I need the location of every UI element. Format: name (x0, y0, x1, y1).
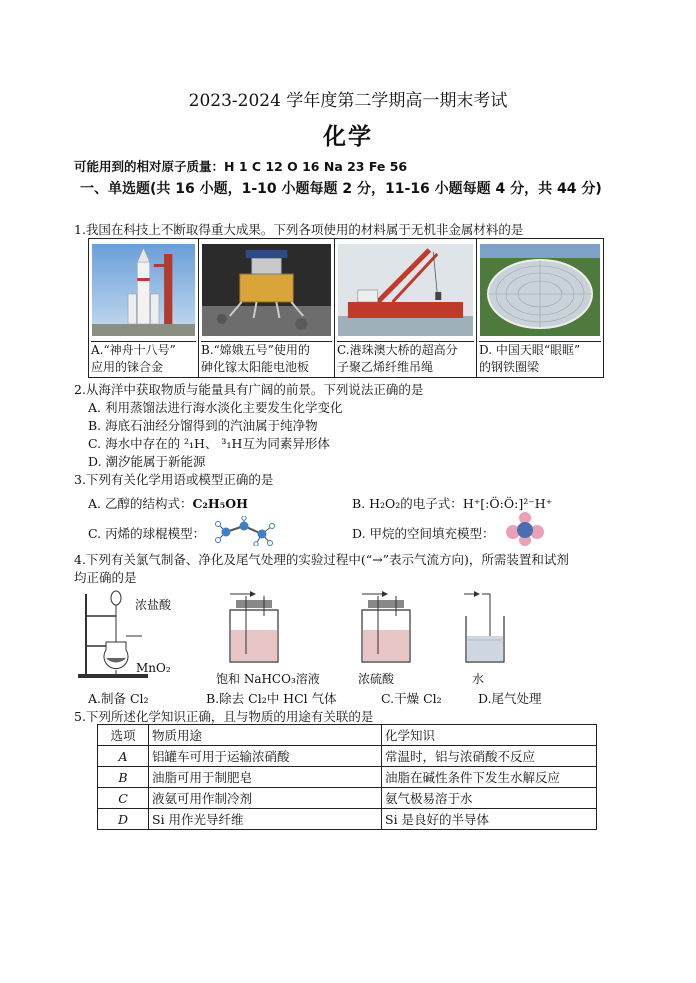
q5-table (97, 724, 597, 830)
header-knowledge: 化学知识 (382, 725, 597, 746)
atomic-masses: 可能用到的相对原子质量：H 1 C 12 O 16 Na 23 Fe 56 (74, 159, 408, 174)
propene-ball-stick-model (212, 516, 276, 546)
q1-stem: 1.我国在科技上不断取得重大成果。下列各项使用的材料属于无机非金属材料的是 (74, 222, 524, 237)
q1-caption-c: C.港珠澳大桥的超高分 子聚乙烯纤维吊绳 (337, 341, 474, 376)
table-row: A 铝罐车可用于运输浓硝酸 常温时，铝与浓硝酸不反应 (98, 746, 597, 767)
q4-stem-line2: 均正确的是 (74, 570, 137, 585)
q1-caption-b: B.“嫦娥五号”使用的 砷化镓太阳能电池板 (201, 341, 332, 376)
exam-title: 2023-2024 学年度第二学期高一期末考试 (188, 91, 508, 111)
table-row: B 油脂可用于制肥皂 油脂在碱性条件下发生水解反应 (98, 767, 597, 788)
reagent-concentrated-hcl: 浓盐酸 (135, 598, 172, 612)
q2-option-c: C. 海水中存在的 ²₁H、 ³₁H互为同素异形体 (88, 436, 330, 451)
q1-caption-a: A.“神舟十八号” 应用的铼合金 (91, 341, 196, 376)
table-row: D Si 用作光导纤维 Si 是良好的半导体 (98, 809, 597, 830)
q3-option-d: D. 甲烷的空间填充模型： (352, 526, 495, 541)
reagent-water: 水 (472, 672, 485, 686)
table-header-row (98, 725, 597, 746)
tail-gas-beaker (460, 588, 510, 668)
q4-option-a: A.制备 Cl₂ (88, 691, 149, 706)
reagent-h2so4: 浓硫酸 (358, 672, 395, 686)
q2-stem: 2.从海洋中获取物质与能量具有广阔的前景。下列说法正确的是 (74, 382, 424, 397)
q4-option-d: D.尾气处理 (478, 691, 542, 706)
q2-option-b: B. 海底石油经分馏得到的汽油属于纯净物 (88, 418, 318, 433)
q3-option-b: B. H₂O₂的电子式：H⁺[:Ö:Ö:]²⁻H⁺ (352, 496, 553, 511)
q2-option-a: A. 利用蒸馏法进行海水淡化主要发生化学变化 (88, 400, 343, 415)
lander-image (202, 244, 331, 336)
q1-caption-d: D. 中国天眼“眼眶” 的钢铁圈梁 (479, 341, 601, 376)
h2o2-electron-formula: H⁺[:Ö:Ö:]²⁻H⁺ (462, 496, 553, 511)
telescope-image (480, 244, 600, 336)
q5-stem: 5.下列所述化学知识正确，且与物质的用途有关联的是 (74, 709, 374, 724)
reagent-mno2: MnO₂ (136, 661, 171, 675)
q3-stem: 3.下列有关化学用语或模型正确的是 (74, 472, 274, 487)
gas-washing-bottle-b (220, 588, 290, 668)
q4-option-b: B.除去 Cl₂中 HCl 气体 (206, 691, 337, 706)
q1-option-d (477, 239, 603, 377)
header-usage: 物质用途 (149, 725, 382, 746)
q3-option-c: C. 丙烯的球棍模型： (88, 526, 206, 541)
gas-washing-bottle-c (352, 588, 422, 668)
q1-option-a (89, 239, 199, 377)
header-option: 选项 (98, 725, 149, 746)
q1-option-c (335, 239, 477, 377)
section-heading: 一、单选题(共 16 小题，1-10 小题每题 2 分，11-16 小题每题 4 分，共 44 分) (80, 181, 602, 197)
ethanol-formula: C₂H₅OH (192, 496, 248, 511)
q1-option-b (199, 239, 335, 377)
rocket-image (92, 244, 195, 336)
q4-stem-line1: 4.下列有关氯气制备、净化及尾气处理的实验过程中(“→”表示气流方向)，所需装置和试剂 (74, 552, 569, 567)
q1-image-table (88, 238, 604, 378)
q2-option-d: D. 潮汐能属于新能源 (88, 454, 206, 469)
table-row: C 液氨可用作制冷剂 氨气极易溶于水 (98, 788, 597, 809)
crane-ship-image (338, 244, 473, 336)
methane-space-filling-model (505, 512, 545, 546)
q4-option-c: C.干燥 Cl₂ (381, 691, 442, 706)
q3-option-a: A. 乙醇的结构式：C₂H₅OH (88, 496, 248, 511)
subject-title: 化学 (323, 123, 373, 150)
reagent-nahco3: 饱和 NaHCO₃溶液 (216, 672, 320, 686)
